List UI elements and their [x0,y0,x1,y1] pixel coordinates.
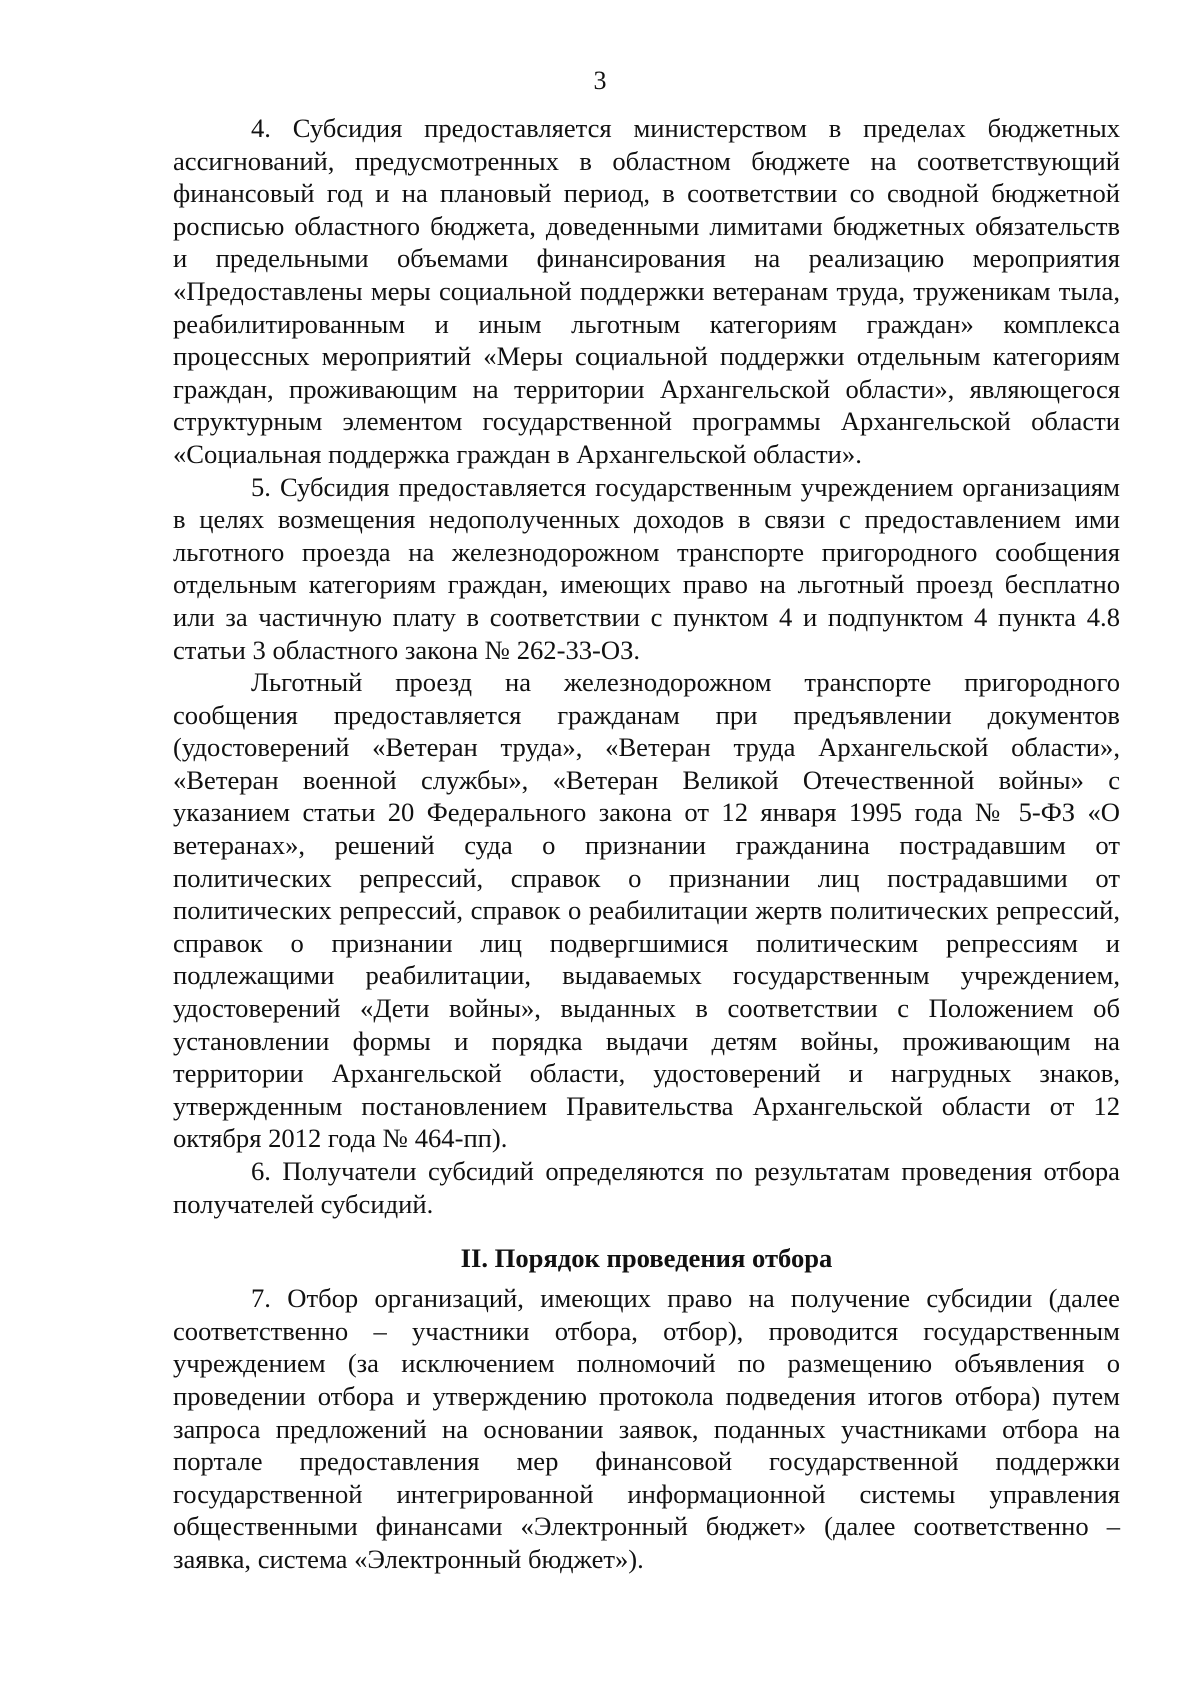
paragraph-7: 7. Отбор организаций, имеющих право на получение субсидии (далее соответственно – участники отбора, отбор), проводится государственным учреждением (за исключением полномочий по размещению объявления о проведении отбора и утверждению протокола подведения итогов отбора) путем запроса предложений на основании заявок, поданных участниками отбора на портале предоставления мер финансовой государственной поддержки государственной интегрированной информационной системы управления общественными финансами «Электронный бюджет» (далее соответственно – заявка, система «Электронный бюджет»). [173,1283,1120,1574]
page-number: 3 [593,66,607,95]
paragraph-4: 4. Субсидия предоставляется министерством в пределах бюджетных ассигнований, предусмотренных в областном бюджете на соответствующий финансовый год и на плановый период, в соответствии со сводной бюджетной росписью областного бюджета, доведенными лимитами бюджетных обязательств и предельными объемами финансирования на реализацию мероприятия «Предоставлены меры социальной поддержки ветеранам труда, труженикам тыла, реабилитированным и иным льготным категориям граждан» комплекса процессных мероприятий «Меры социальной поддержки отдельным категориям граждан, проживающим на территории Архангельской области», являющегося структурным элементом государственной программы Архангельской области «Социальная поддержка граждан в Архангельской области». [173,113,1120,469]
document-body [173,112,1120,1576]
paragraph-6: 6. Получатели субсидий определяются по результатам проведения отбора получателей субсидий. [173,1156,1120,1219]
paragraph-5: 5. Субсидия предоставляется государственным учреждением организациям в целях возмещения недополученных доходов в связи с предоставлением ими льготного проезда на железнодорожном транспорте пригородного сообщения отдельным категориям граждан, имеющих право на льготный проезд бесплатно или за частичную плату в соответствии с пунктом 4 и подпунктом 4 пункта 4.8 статьи 3 областного закона № 262-33-ОЗ. [173,471,1120,665]
section-heading: II. Порядок проведения отбора [460,1243,833,1274]
paragraph-5-preferential-travel: Льготный проезд на железнодорожном транспорте пригородного сообщения предоставляется гражданам при предъявлении документов (удостоверений «Ветеран труда», «Ветеран труда Архангельской области», «Ветеран военной службы», «Ветеран Великой Отечественной войны» с указанием статьи 20 Федерального закона от 12 января 1995 года № 5-ФЗ «О ветеранах», решений суда о признании гражданина пострадавшим от политических репрессий, справок о признании лиц пострадавшими от политических репрессий, справок о реабилитации жертв политических репрессий, справок о признании лиц подвергшимися политическим репрессиям и подлежащими реабилитации, выдаваемых государственным учреждением, удостоверений «Дети войны», выданных в соответствии с Положением об установлении формы и порядка выдачи детям войны, проживающим на территории Архангельской области, удостоверений и нагрудных знаков, утвержденным постановлением Правительства Архангельской области от 12 октября 2012 года № 464-пп). [173,667,1120,1154]
